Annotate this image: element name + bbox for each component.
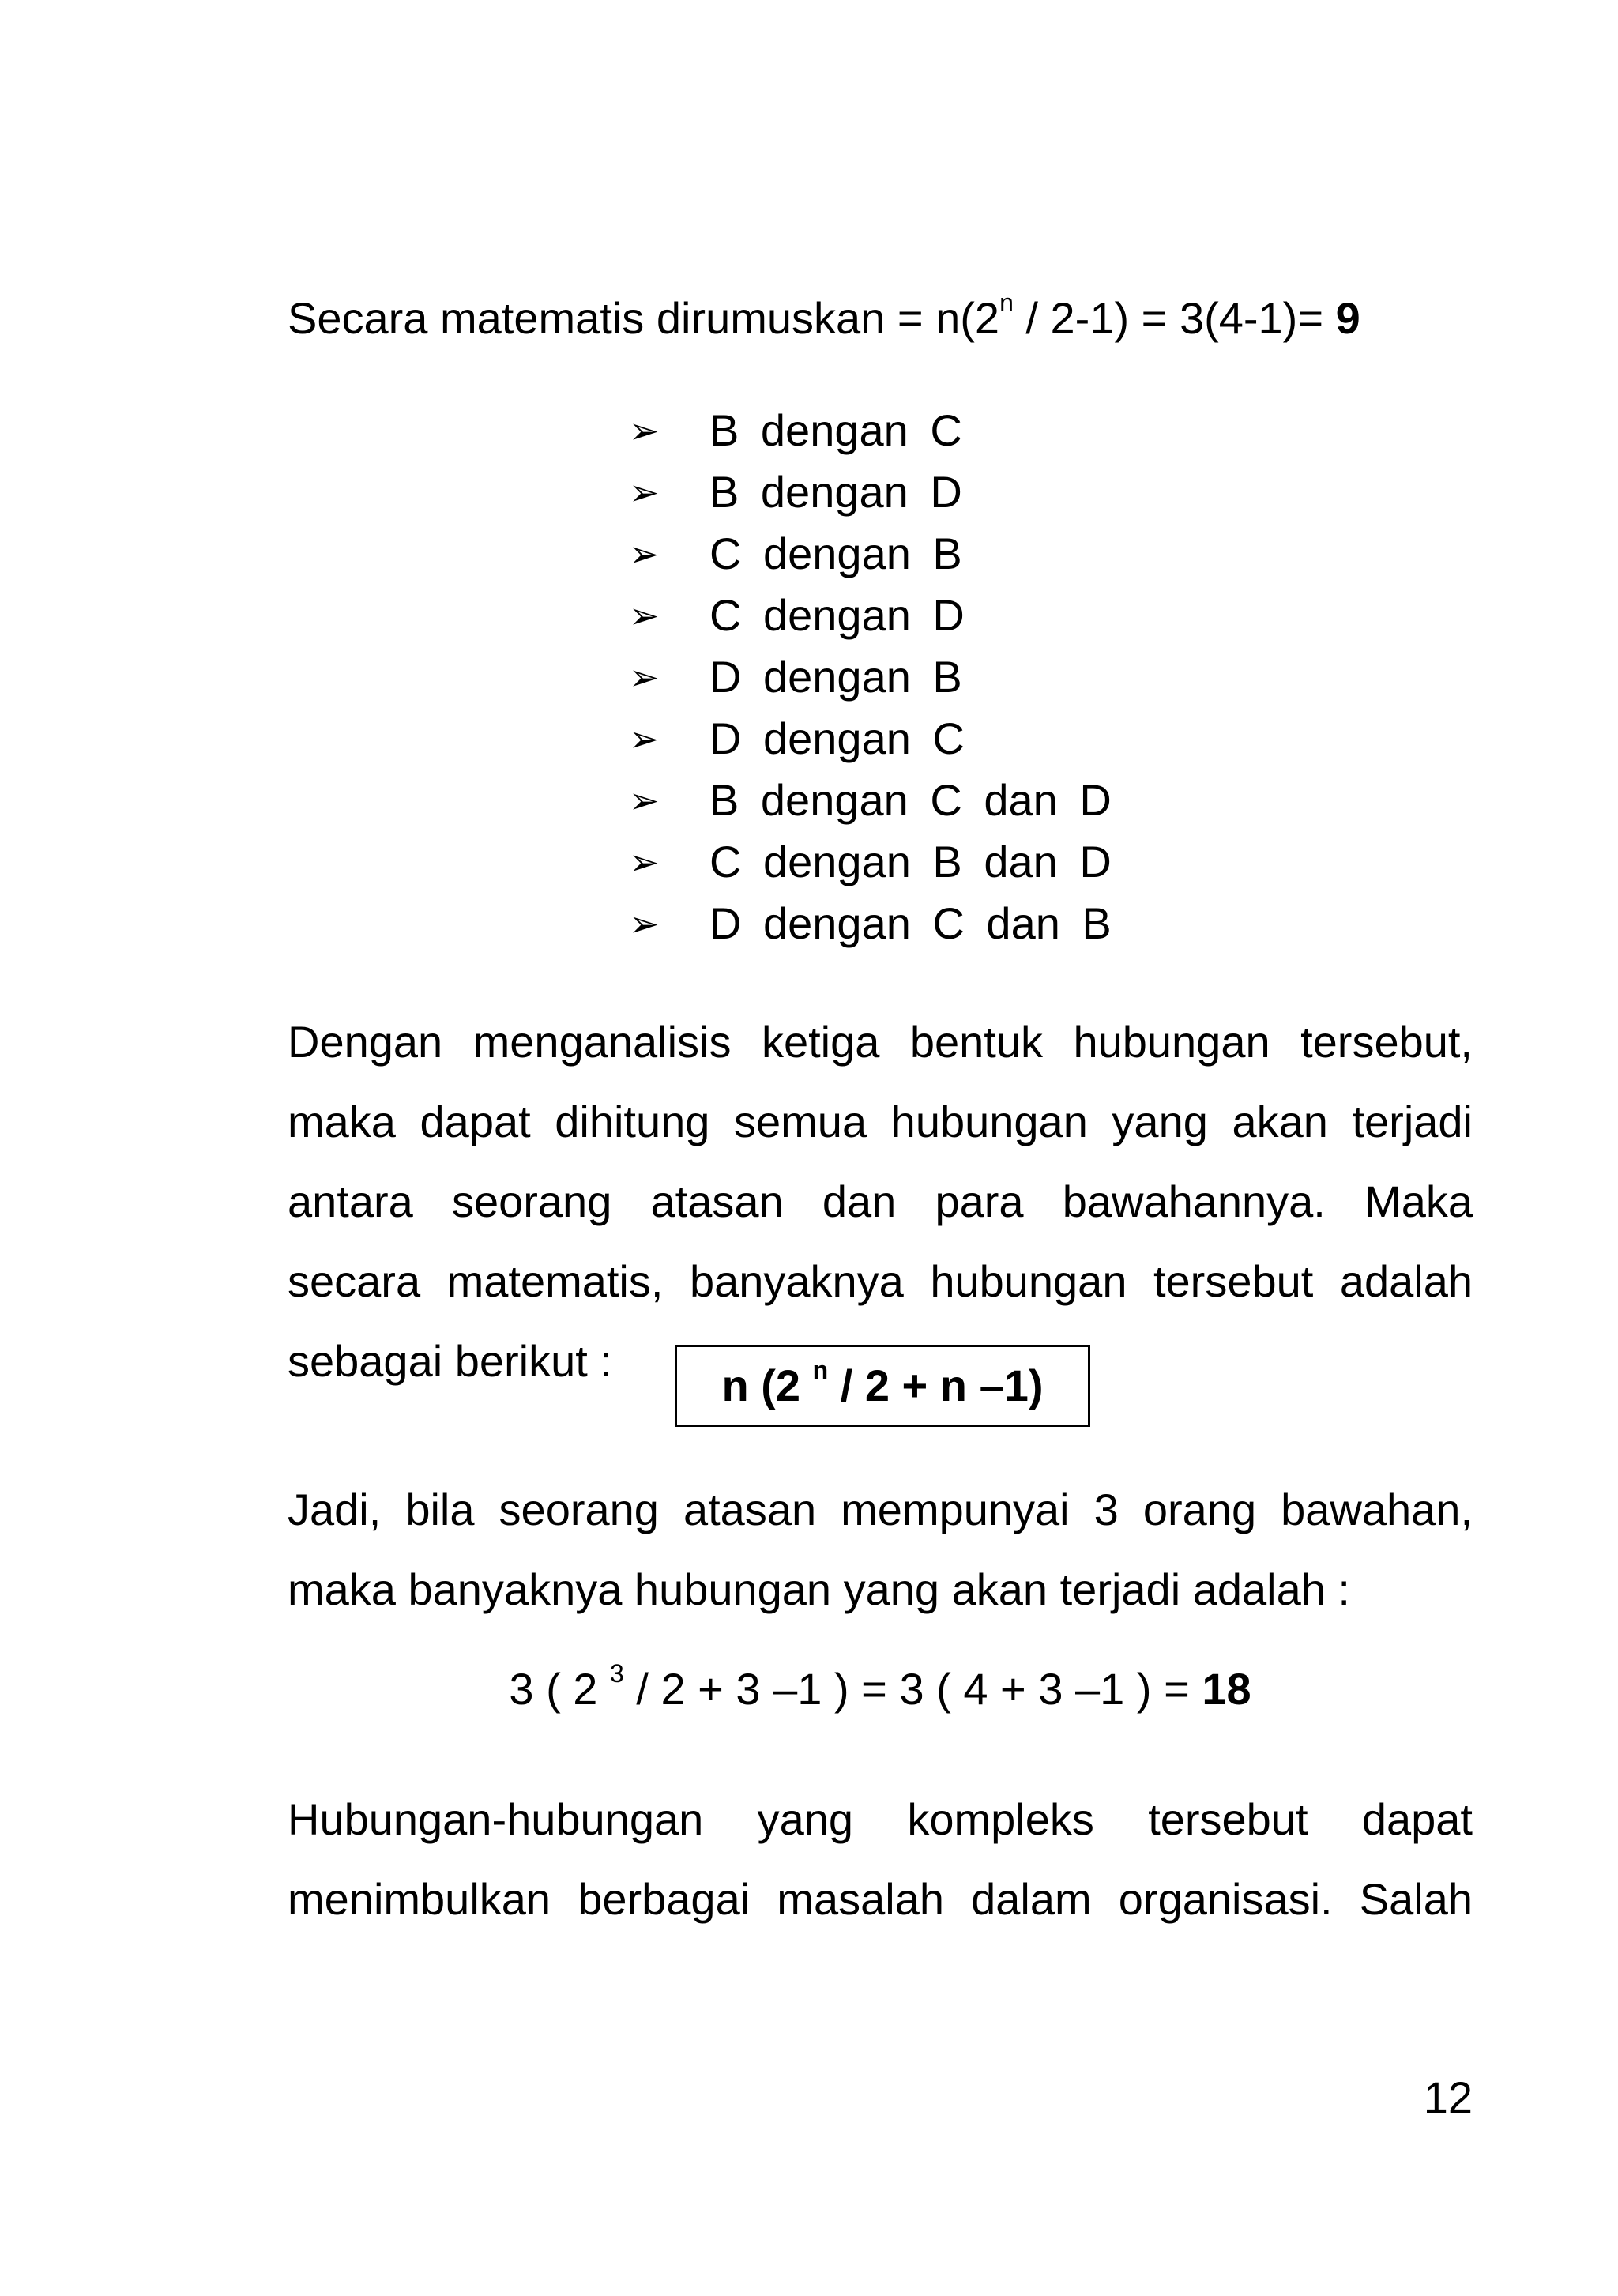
calc-suffix: / 2 + 3 –1 ) = 3 ( 4 + 3 –1 ) = [623, 1664, 1202, 1714]
list-item-text: C dengan D [709, 590, 965, 640]
list-item [629, 523, 1112, 585]
paragraph-line: antara seorang atasan dan para bawahannya. Maka [288, 1176, 1473, 1226]
paragraph-line: secara matematis, banyaknya hubungan tersebut adalah [288, 1256, 1473, 1306]
paragraph-line: Hubungan-hubungan yang kompleks tersebut dapat [288, 1794, 1473, 1844]
list-item [629, 461, 1112, 523]
arrow-bullet-icon: ➢ [629, 780, 660, 821]
arrow-bullet-icon: ➢ [629, 841, 660, 883]
page-number: 12 [1423, 2072, 1473, 2122]
list-item [629, 646, 1112, 708]
list-item [629, 585, 1112, 646]
list-item [629, 831, 1112, 893]
formula-prefix: n (2 [721, 1361, 813, 1410]
list-item [629, 708, 1112, 770]
arrow-bullet-icon: ➢ [629, 533, 660, 574]
paragraph-line: Jadi, bila seorang atasan mempunyai 3 orang bawahan, [288, 1485, 1473, 1534]
arrow-bullet-icon: ➢ [629, 410, 660, 451]
list-item-text: C dengan B dan D [709, 837, 1112, 886]
list-item-text: B dengan C dan D [709, 775, 1112, 825]
list-item-text: D dengan C dan B [709, 898, 1112, 948]
arrow-bullet-icon: ➢ [629, 472, 660, 513]
formula-suffix: / 2 + n –1) [828, 1361, 1044, 1410]
arrow-bullet-icon: ➢ [629, 718, 660, 759]
analysis-paragraph [288, 1002, 1473, 1321]
list-item-text: C dengan B [709, 529, 962, 578]
list-item-text: D dengan B [709, 652, 962, 702]
formula-box [675, 1345, 1090, 1427]
arrow-bullet-icon: ➢ [629, 595, 660, 636]
paragraph-line: maka dapat dihitung semua hubungan yang akan terjadi [288, 1097, 1473, 1146]
formula-intro-line [288, 288, 1473, 344]
formula-superscript: n [812, 1356, 829, 1385]
intro-result: 9 [1335, 293, 1360, 343]
example-paragraph [288, 1470, 1473, 1629]
list-item-text: D dengan C [709, 713, 965, 763]
paragraph-last-line: sebagai berikut : [288, 1336, 612, 1386]
intro-suffix: / 2-1) = 3(4-1)= [1013, 293, 1336, 343]
list-item [629, 400, 1112, 461]
intro-superscript: n [999, 288, 1014, 318]
paragraph-line: Dengan menganalisis ketiga bentuk hubungan tersebut, [288, 1017, 1473, 1067]
paragraph-line: maka banyaknya hubungan yang akan terjadi adalah : [288, 1564, 1350, 1614]
intro-prefix: Secara matematis dirumuskan = n(2 [288, 293, 1000, 343]
calc-prefix: 3 ( 2 [509, 1664, 610, 1714]
paragraph-line: menimbulkan berbagai masalah dalam organisasi. Salah [288, 1874, 1473, 1924]
calc-superscript: 3 [609, 1659, 624, 1688]
relationship-list [629, 400, 1112, 954]
calc-result: 18 [1202, 1664, 1251, 1714]
list-item-text: B dengan D [709, 467, 962, 517]
calculation-line [288, 1661, 1473, 1718]
arrow-bullet-icon: ➢ [629, 903, 660, 944]
list-item [629, 893, 1112, 954]
arrow-bullet-icon: ➢ [629, 657, 660, 698]
complexity-paragraph [288, 1779, 1473, 1939]
list-item-text: B dengan C [709, 405, 962, 455]
list-item [629, 770, 1112, 831]
